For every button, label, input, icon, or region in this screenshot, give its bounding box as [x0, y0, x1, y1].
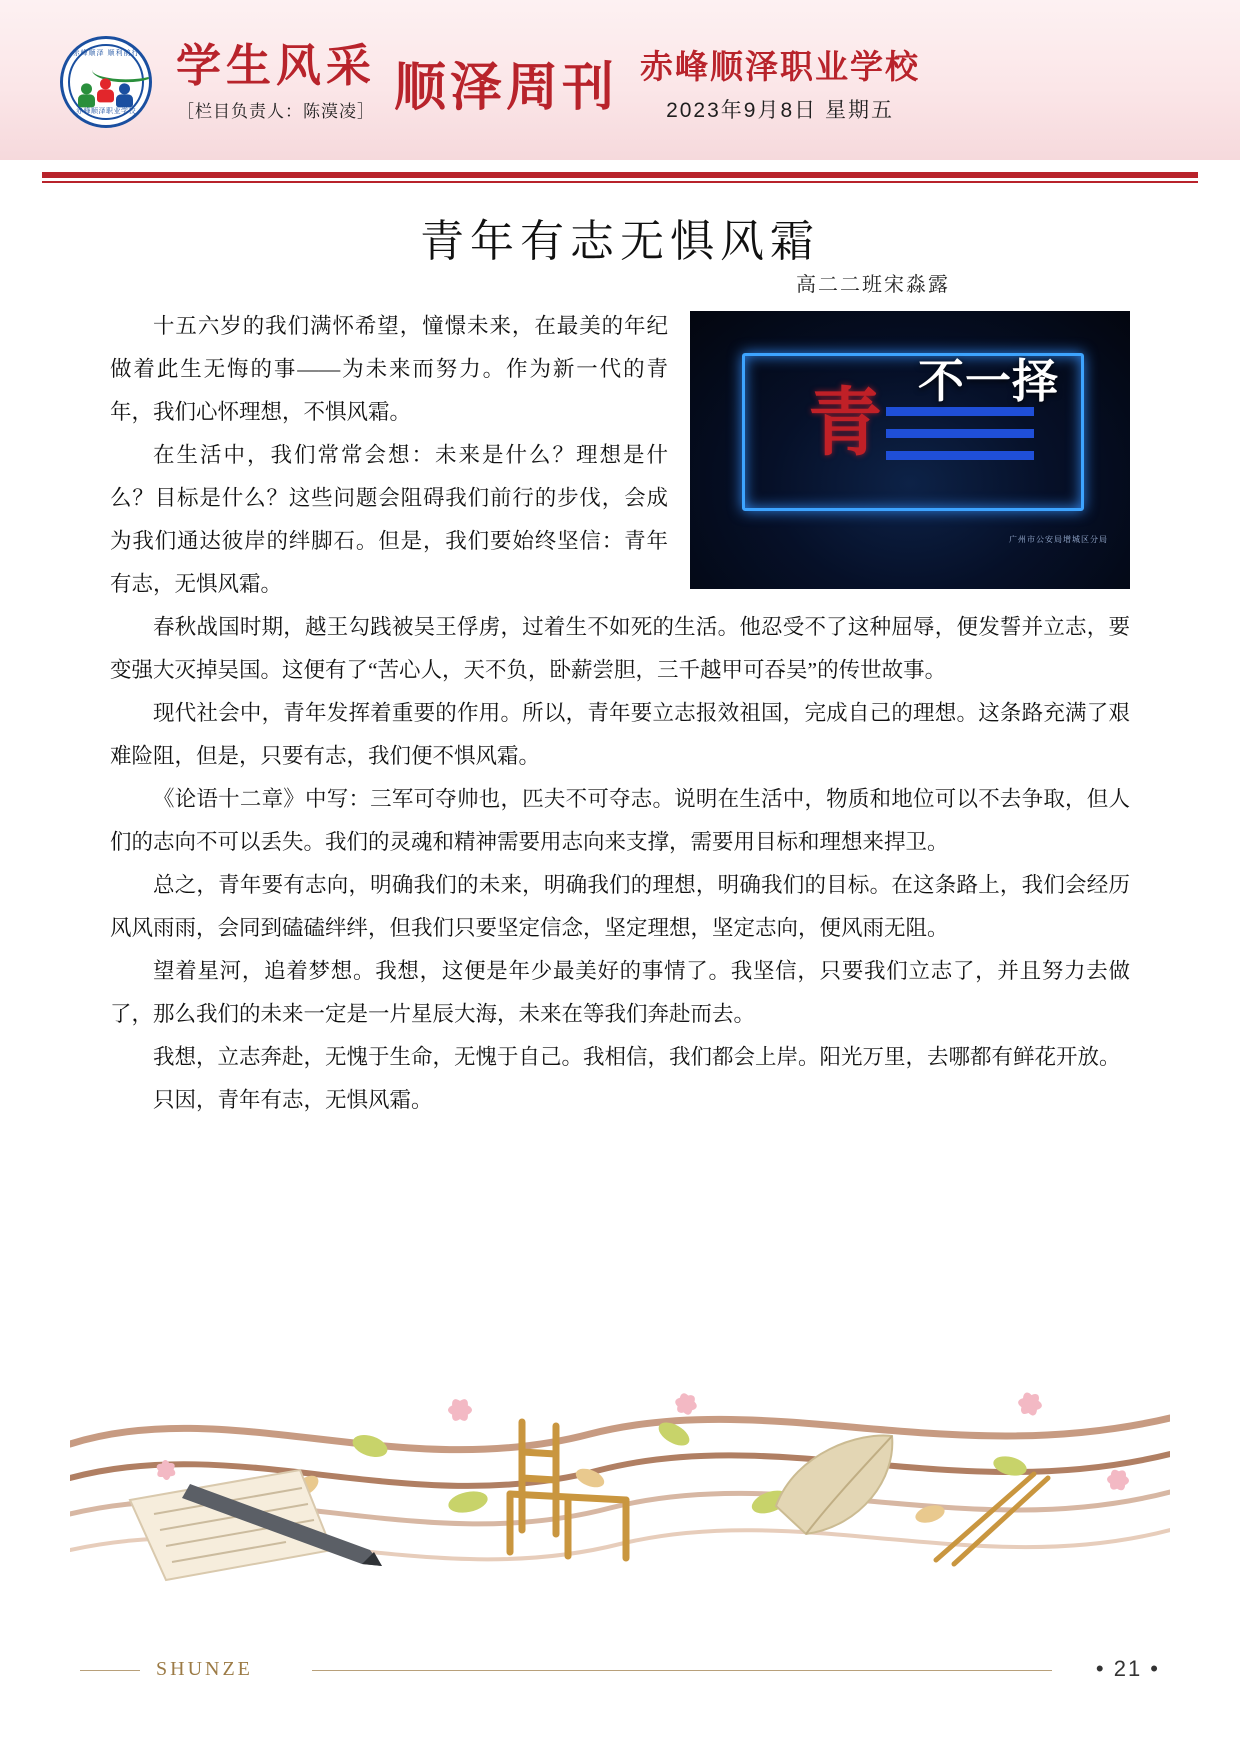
- footer-rule-left: [80, 1670, 140, 1671]
- page-header: [0, 0, 1240, 160]
- photo-white-word: 不一择: [918, 356, 1059, 407]
- logo-top-text: 赤峰顺泽 顺利前行: [72, 50, 140, 57]
- article-body: [110, 305, 1130, 1122]
- illustration-svg: [70, 1374, 1170, 1604]
- photo-red-word: 青: [808, 383, 884, 465]
- footer-rule-right: [312, 1670, 1052, 1671]
- masthead-title: 顺泽周刊: [394, 59, 619, 117]
- article-paragraph: 望着星河，追着梦想。我想，这便是年少最美好的事情了。我坚信，只要我们立志了，并且努力去做了，那么我们的未来一定是一片星辰大海，未来在等我们奔赴而去。: [110, 959, 1130, 1026]
- logo-figures-icon: [80, 64, 132, 98]
- logo-bottom-text: 赤峰顺泽职业学校: [76, 108, 136, 115]
- header-divider: [42, 172, 1198, 183]
- school-name: 赤峰顺泽职业学校: [640, 49, 921, 86]
- page-title: 青年有志无惧风霜: [420, 217, 820, 266]
- issue-info: [640, 41, 920, 124]
- issue-date: 2023年9月8日 星期五: [666, 98, 894, 122]
- article-paragraph: 我想，立志奔赴，无愧于生命，无愧于自己。我相信，我们都会上岸。阳光万里，去哪都有鲜花开放。: [153, 1045, 1121, 1069]
- article-paragraph: 十五六岁的我们满怀希望，憧憬未来，在最美的年纪做着此生无悔的事——为未来而努力。作为新一代的青年，我们心怀理想，不惧风霜。: [110, 314, 668, 424]
- article-photo: [690, 311, 1130, 589]
- header-content: [60, 22, 1180, 142]
- photo-caption: 广州市公安局增城区分局: [1009, 535, 1108, 544]
- logo-figure-red: [100, 78, 111, 89]
- article-paragraph: 总之，青年要有志向，明确我们的未来，明确我们的理想，明确我们的目标。在这条路上，我们会经历风风雨雨，会同到磕磕绊绊，但我们只要坚定信念，坚定理想，坚定志向，便风雨无阻。: [110, 873, 1130, 940]
- page-footer: [80, 1652, 1160, 1692]
- page-number: • 21 •: [1095, 1656, 1160, 1681]
- school-logo-icon: [60, 36, 152, 128]
- divider-thick: [42, 172, 1198, 178]
- column-editor: ［栏目负责人：陈漠凌］: [177, 102, 375, 122]
- article-paragraph: 在生活中，我们常常会想：未来是什么？理想是什么？目标是什么？这些问题会阻碍我们前行的步伐，会成为我们通达彼岸的绊脚石。但是，我们要始终坚信：青年有志，无惧风霜。: [110, 443, 668, 596]
- bottom-illustration: [70, 1374, 1170, 1604]
- article-paragraph: 《论语十二章》中写：三军可夺帅也，匹夫不可夺志。说明在生活中，物质和地位可以不去争取，但人们的志向不可以丢失。我们的灵魂和精神需要用志向来支撑，需要用目标和理想来捍卫。: [110, 787, 1130, 854]
- footer-brand: SHUNZE: [156, 1658, 253, 1680]
- column-title: 学生风采: [176, 40, 377, 91]
- logo-figure-blue: [119, 83, 130, 94]
- article-paragraph: 只因，青年有志，无惧风霜。: [153, 1088, 433, 1112]
- logo-figure-green: [81, 83, 92, 94]
- divider-thin: [42, 181, 1198, 183]
- photo-blue-bars: [886, 407, 1034, 416]
- column-heading: [176, 42, 376, 123]
- article-paragraph: 现代社会中，青年发挥着重要的作用。所以，青年要立志报效祖国，完成自己的理想。这条路充满了艰难险阻，但是，只要有志，我们便不惧风霜。: [110, 701, 1130, 768]
- article-byline: 高二二班宋淼露: [796, 274, 950, 296]
- logo-arc: [92, 57, 152, 82]
- article-paragraph: 春秋战国时期，越王勾践被吴王俘虏，过着生不如死的生活。他忍受不了这种屈辱，便发誓并立志，要变强大灭掉吴国。这便有了“苦心人，天不负，卧薪尝胆，三千越甲可吞吴”的传世故事。: [110, 615, 1130, 682]
